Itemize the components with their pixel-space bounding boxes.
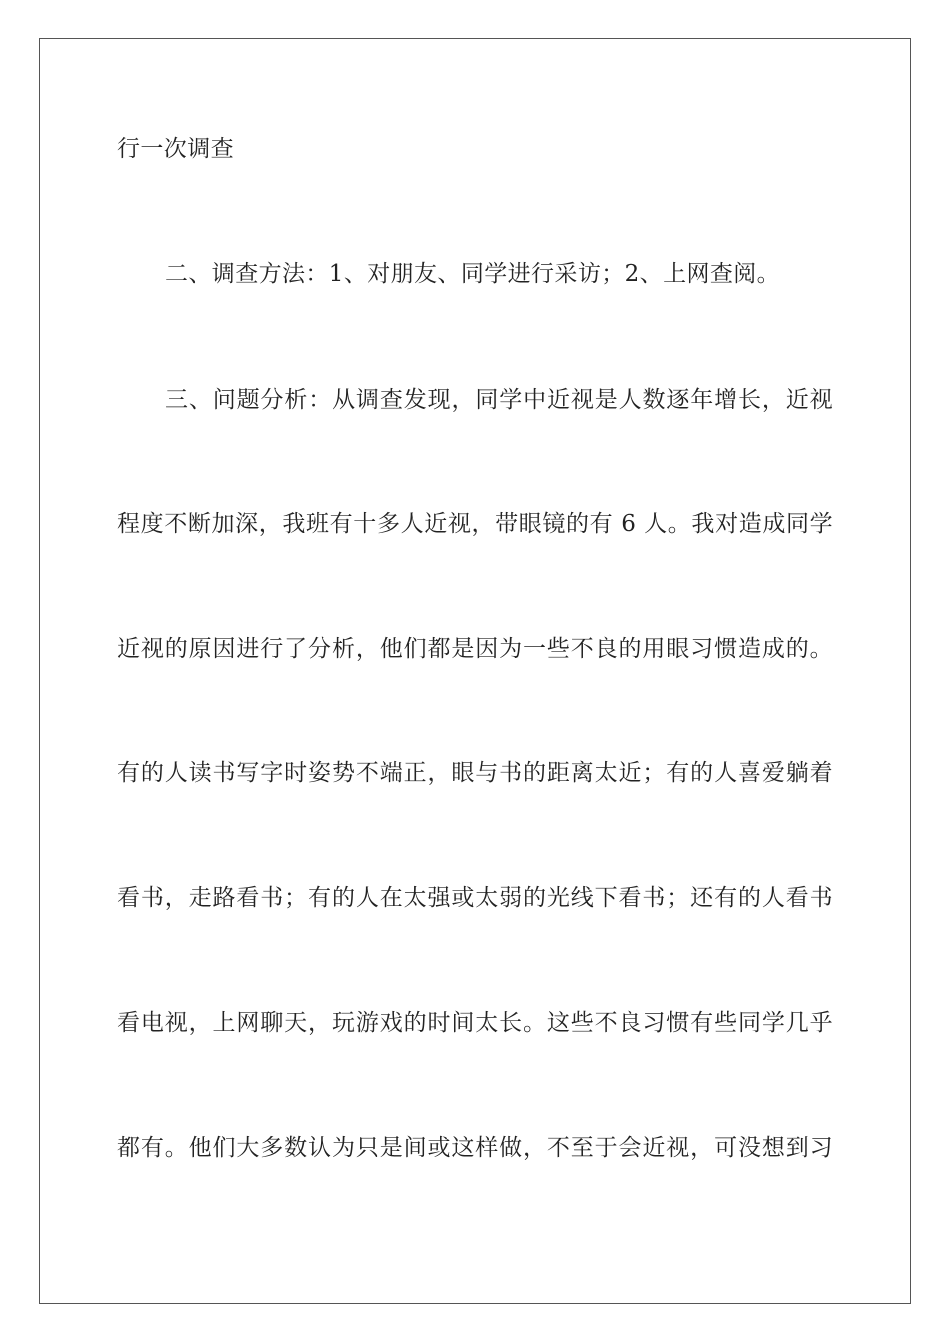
text-line-3: 三、问题分析：从调查发现，同学中近视是人数逐年增长，近视 [165, 387, 833, 413]
text-line-6: 有的人读书写字时姿势不端正，眼与书的距离太近；有的人喜爱躺着 [117, 760, 833, 786]
text-line-9: 都有。他们大多数认为只是间或这样做，不至于会近视，可没想到习 [117, 1135, 833, 1161]
text-line-2: 二、调查方法：1、对朋友、同学进行采访；2、上网查阅。 [165, 261, 781, 287]
page-border [39, 38, 911, 1304]
text-line-7: 看书，走路看书；有的人在太强或太弱的光线下看书；还有的人看书 [117, 885, 833, 911]
text-line-8: 看电视，上网聊天，玩游戏的时间太长。这些不良习惯有些同学几乎 [117, 1010, 833, 1036]
text-line-4: 程度不断加深，我班有十多人近视，带眼镜的有 6 人。我对造成同学 [117, 511, 833, 537]
text-line-5: 近视的原因进行了分析，他们都是因为一些不良的用眼习惯造成的。 [117, 636, 833, 662]
text-line-1: 行一次调查 [117, 136, 234, 162]
